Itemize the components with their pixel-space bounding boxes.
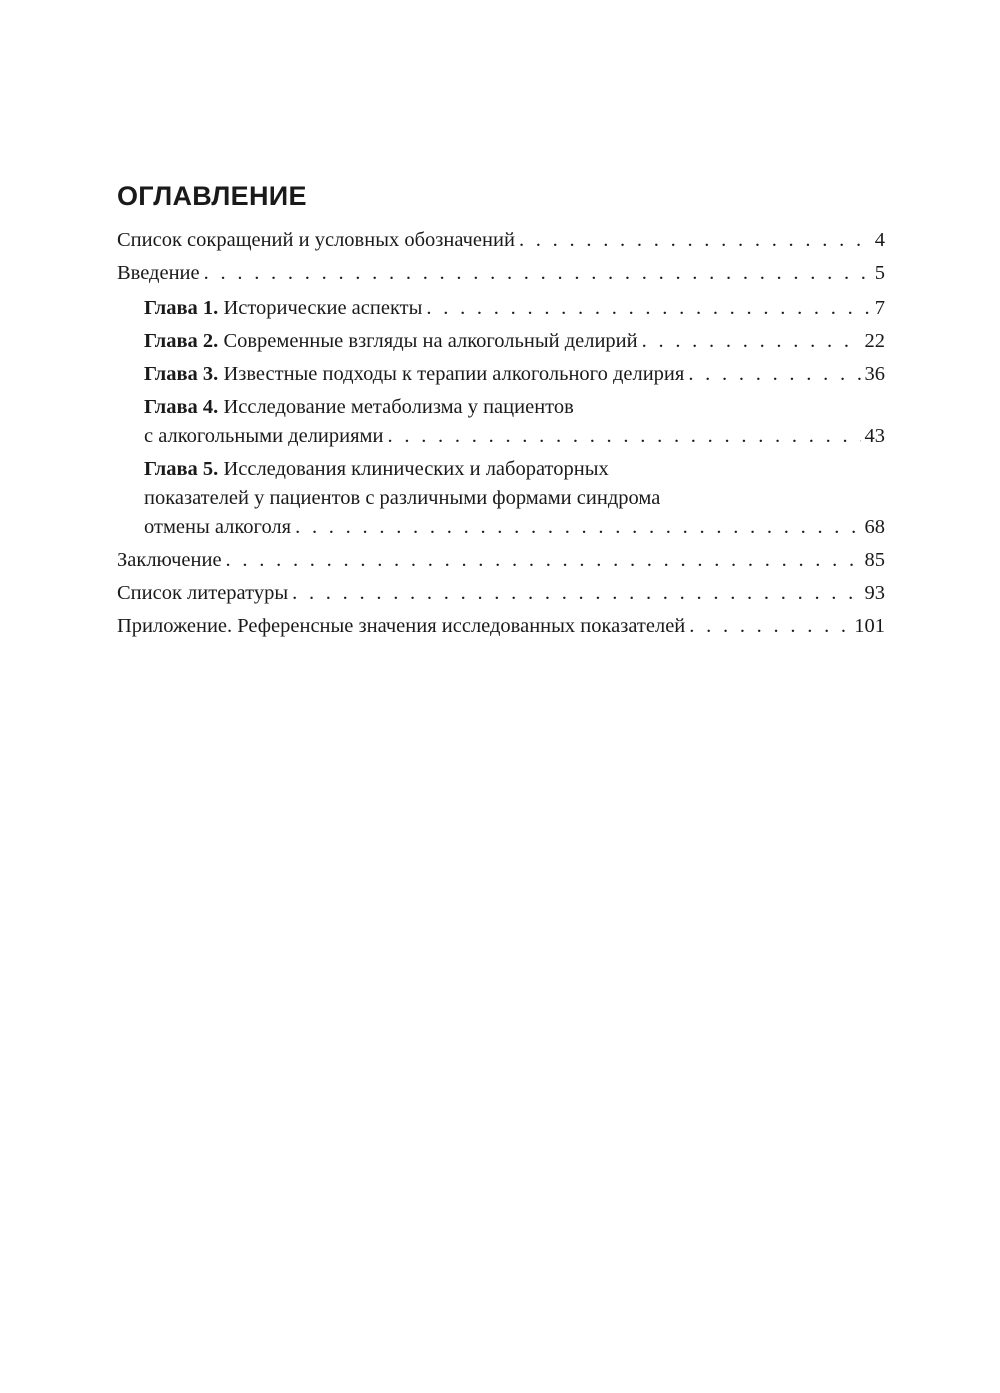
- dot-leader: [388, 422, 861, 451]
- toc-entry-page: 93: [864, 582, 885, 604]
- chapter-label: Глава 5.: [144, 458, 219, 480]
- toc-entry: [117, 546, 885, 575]
- chapter-label: Глава 3.: [144, 363, 219, 385]
- toc-chapter-entry: [117, 393, 885, 451]
- dot-leader: [688, 360, 860, 389]
- toc-entry: [117, 226, 885, 255]
- dot-leader: [226, 546, 861, 575]
- toc-chapter-entry: [117, 455, 885, 542]
- toc-entry-page: 68: [864, 516, 885, 538]
- toc-entry-title: Известные подходы к терапии алкогольного делирия: [223, 363, 685, 385]
- chapter-label: Глава 1.: [144, 297, 219, 319]
- toc-entry-page: 7: [874, 297, 885, 319]
- dot-leader: [642, 327, 861, 356]
- toc-chapter-entry: [117, 294, 885, 323]
- toc-entry-page: 22: [864, 330, 885, 352]
- dot-leader: [519, 226, 871, 255]
- toc-entry-title: Современные взгляды на алкогольный делирий: [223, 330, 638, 352]
- toc-entry-title: Список сокращений и условных обозначений: [117, 229, 515, 251]
- toc-entry-page: 85: [864, 549, 885, 571]
- toc-entry-title: Исследования клинических и лабораторных: [223, 458, 609, 480]
- toc-entry-title: Заключение: [117, 549, 222, 571]
- toc-entry-title-continued: отмены алкоголя: [144, 516, 292, 538]
- toc-entry: [117, 579, 885, 608]
- toc-entry: [117, 259, 885, 288]
- toc-entry-title: Исторические аспекты: [223, 297, 423, 319]
- toc-entry-page: 101: [854, 615, 885, 637]
- toc-chapter-entry: [117, 327, 885, 356]
- toc-entry-title-continued: показателей у пациентов с различными формами синдрома: [144, 487, 661, 509]
- toc-entry-title: Введение: [117, 262, 200, 284]
- toc-entry-title: Приложение. Референсные значения исследованных показателей: [117, 615, 686, 637]
- toc-title: ОГЛАВЛЕНИЕ: [117, 181, 307, 211]
- chapter-label: Глава 2.: [144, 330, 219, 352]
- toc-entry-title-continued: с алкогольными делириями: [144, 425, 384, 447]
- toc-entry-title: Список литературы: [117, 582, 289, 604]
- chapter-label: Глава 4.: [144, 396, 219, 418]
- dot-leader: [204, 259, 871, 288]
- toc-entry-title: Исследование метаболизма у пациентов: [223, 396, 574, 418]
- toc-chapter-entry: [117, 360, 885, 389]
- dot-leader: [295, 513, 860, 542]
- dot-leader: [426, 294, 870, 323]
- toc-entry-page: 43: [864, 425, 885, 447]
- dot-leader: [689, 612, 850, 641]
- toc-entry-page: 4: [874, 229, 885, 251]
- table-of-contents: [117, 226, 885, 641]
- dot-leader: [292, 579, 860, 608]
- toc-entry-page: 36: [864, 363, 885, 385]
- toc-entry: [117, 612, 885, 641]
- toc-entry-page: 5: [874, 262, 885, 284]
